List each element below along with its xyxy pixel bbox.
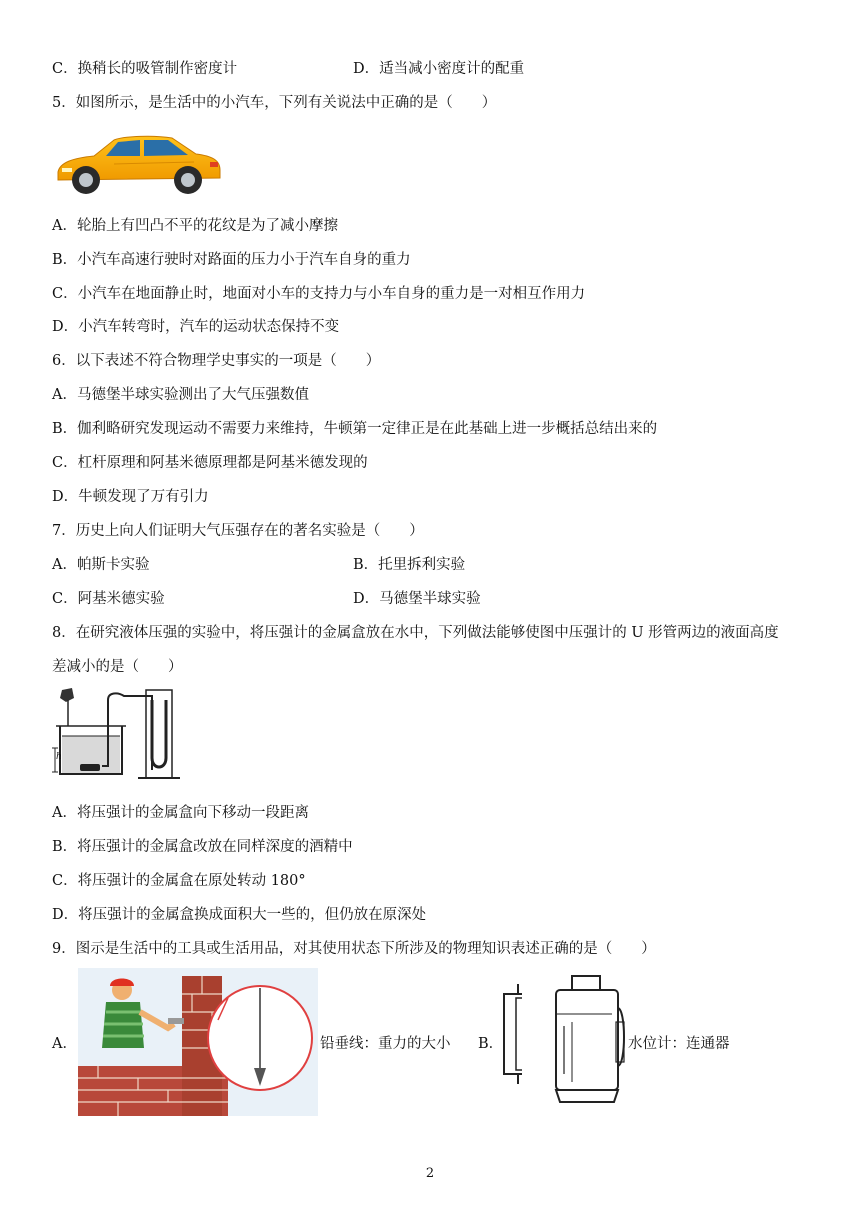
depth-label: h <box>56 752 62 762</box>
q8-stem-line1: 8．在研究液体压强的实验中，将压强计的金属盒放在水中，下列做法能够使图中压强计的 U 形管两边的液面高度 <box>52 625 779 641</box>
q8-stem-line2: 差减小的是（ ） <box>52 659 183 675</box>
q4-option-c: C．换稍长的吸管制作密度计 <box>52 61 238 77</box>
q5-option-a: A．轮胎上有凹凸不平的花纹是为了减小摩擦 <box>52 218 338 234</box>
q7-option-b: B．托里拆利实验 <box>353 557 466 573</box>
q7-option-d: D．马德堡半球实验 <box>353 591 481 607</box>
q6-option-a: A．马德堡半球实验测出了大气压强数值 <box>52 387 309 403</box>
q5-option-c: C．小汽车在地面静止时，地面对小车的支持力与小车自身的重力是一对相互作用力 <box>52 286 586 302</box>
car-illustration <box>54 132 224 198</box>
q8-option-a: A．将压强计的金属盒向下移动一段距离 <box>52 805 309 821</box>
q4-option-d: D．适当减小密度计的配重 <box>353 61 525 77</box>
q9-option-a-label: A． <box>52 1036 77 1052</box>
water-level-gauge-illustration <box>502 974 626 1106</box>
q6-stem: 6．以下表述不符合物理学史事实的一项是（ ） <box>52 353 381 369</box>
pressure-gauge-diagram <box>52 686 192 784</box>
q8-option-d: D．将压强计的金属盒换成面积大一些的，但仍放在原深处 <box>52 907 427 923</box>
q8-option-c: C．将压强计的金属盒在原处转动 180° <box>52 873 306 889</box>
q6-option-b: B．伽利略研究发现运动不需要力来维持，牛顿第一定律正是在此基础上进一步概括总结出来的 <box>52 421 658 437</box>
q9-option-b-text: 水位计：连通器 <box>628 1036 730 1052</box>
q9-option-a-text: 铅垂线：重力的大小 <box>320 1036 451 1052</box>
page-number: 2 <box>425 1166 435 1181</box>
q9-option-b-label: B． <box>478 1036 504 1052</box>
q8-option-b: B．将压强计的金属盒改放在同样深度的酒精中 <box>52 839 353 855</box>
q9-stem: 9．图示是生活中的工具或生活用品，对其使用状态下所涉及的物理知识表述正确的是（ ） <box>52 941 656 957</box>
q5-stem: 5．如图所示，是生活中的小汽车，下列有关说法中正确的是（ ） <box>52 95 497 111</box>
plumb-line-illustration <box>78 968 318 1116</box>
q5-option-b: B．小汽车高速行驶时对路面的压力小于汽车自身的重力 <box>52 252 411 268</box>
q5-option-d: D．小汽车转弯时，汽车的运动状态保持不变 <box>52 319 340 335</box>
q7-option-c: C．阿基米德实验 <box>52 591 165 607</box>
q6-option-c: C．杠杆原理和阿基米德原理都是阿基米德发现的 <box>52 455 368 471</box>
q6-option-d: D．牛顿发现了万有引力 <box>52 489 209 505</box>
q7-stem: 7．历史上向人们证明大气压强存在的著名实验是（ ） <box>52 523 424 539</box>
q7-option-a: A．帕斯卡实验 <box>52 557 150 573</box>
